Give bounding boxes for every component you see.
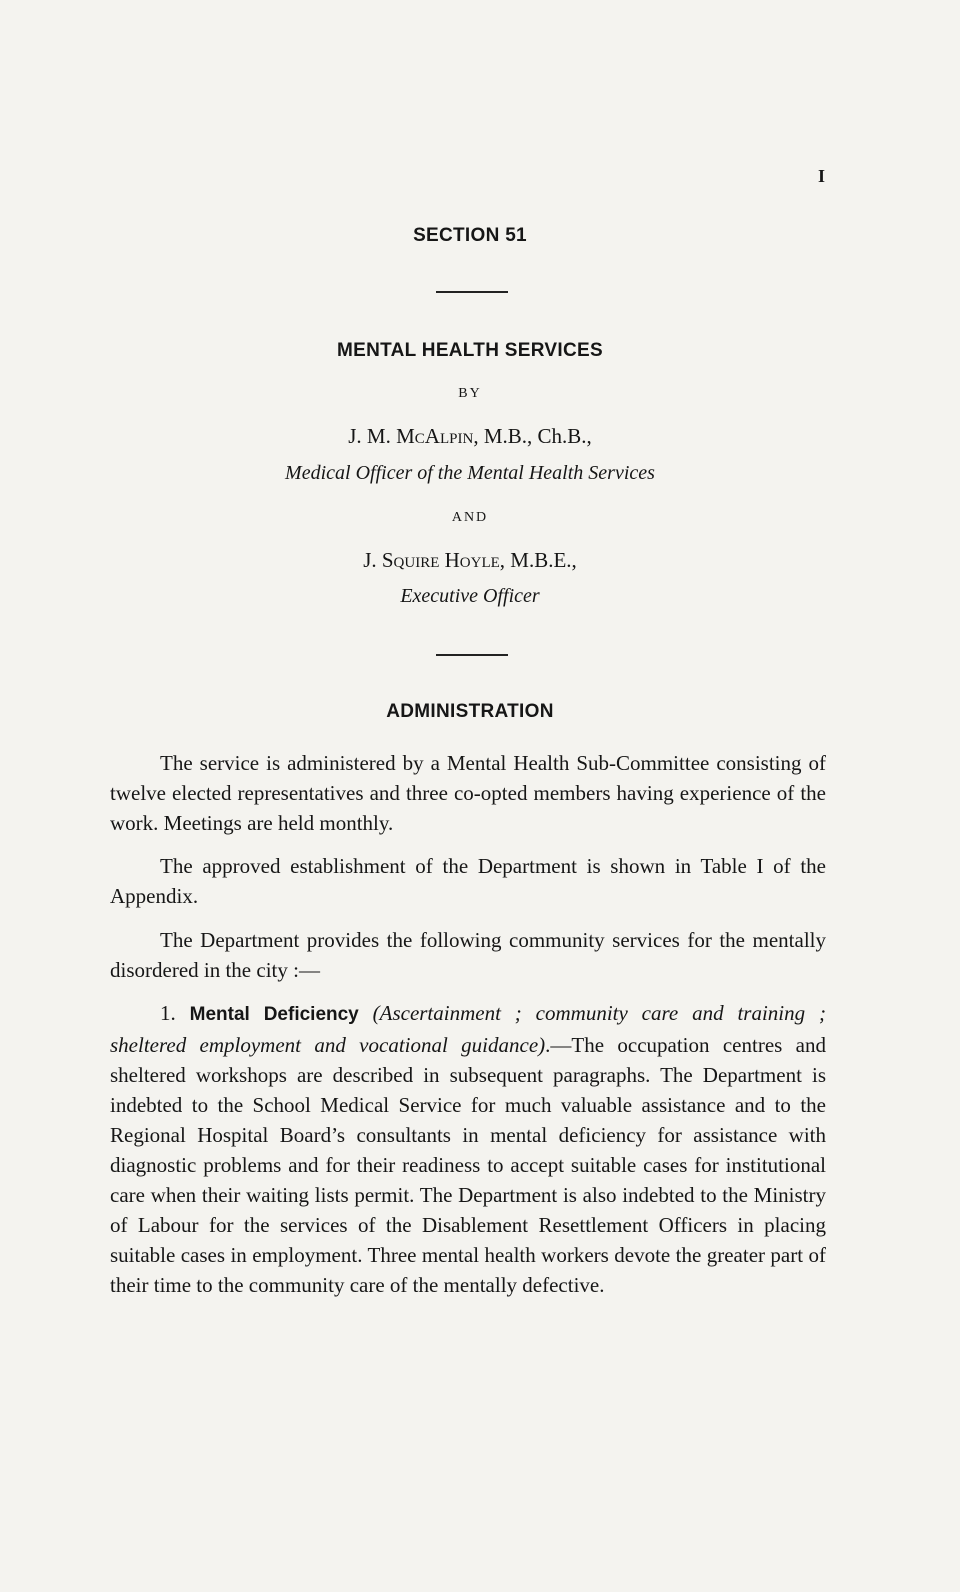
author-2-role: Executive Officer [400,585,540,607]
author-2-name [0,548,940,573]
by-line: BY [458,386,482,401]
divider-rule [436,291,508,293]
paragraph-4-heading: Mental Deficiency [189,1004,359,1025]
document-title: MENTAL HEALTH SERVICES [337,340,603,361]
author-1-qualifications: , M.B., Ch.B., [473,424,592,448]
author-1-surname-small: c [414,424,425,448]
section-title: SECTION 51 [413,225,527,246]
author-2-surname: Squire Hoyle [381,548,500,572]
and-line: AND [451,510,489,525]
author-2-initial: J. [363,548,382,572]
author-1-surname-lead: M [396,424,415,448]
paragraph-1: The service is administered by a Mental Health Sub-Committee consisting of twelve elected representatives and three co-opted members having experience of the work. Meetings are held monthly. [110,751,826,835]
paragraph-4-italic: (Ascertainment ; community care and training ; sheltered employment and vocational guidance) [110,1001,826,1057]
subheading-administration: ADMINISTRATION [386,701,554,722]
author-1-surname-cap: A [424,424,440,448]
paragraph-4-number: 1. [160,1001,190,1025]
paragraph-4-text: .—The occupation centres and sheltered workshops are described in subsequent paragraphs. The Department is indebted to the School Medical Service for much valuable assistance and to the Regional Hospital Board’s consultants in mental deficiency for assistance with diagnostic problems and for their readiness to accept suitable cases for institutional care when their waiting lists permit. The Department is also indebted to the Ministry of Labour for the services of the Disablement Resettlement Officers in placing suitable cases in employment. Three mental health workers devote the greater part of their time to the community care of the mentally defective. [110,1033,826,1297]
author-2-qualifications: , M.B.E., [499,548,577,572]
divider-rule [436,654,508,656]
author-1-initials: J. M. [348,424,397,448]
author-1-role: Medical Officer of the Mental Health Services [285,462,655,484]
paragraph-4 [110,998,826,1300]
author-1-surname-rest: lpin [439,424,474,448]
paragraph-3: The Department provides the following community services for the mentally disordered in the city :— [110,928,826,982]
paragraph-2: The approved establishment of the Department is shown in Table I of the Appendix. [110,854,826,908]
page-number: I [818,166,826,186]
author-1-name [0,424,940,449]
